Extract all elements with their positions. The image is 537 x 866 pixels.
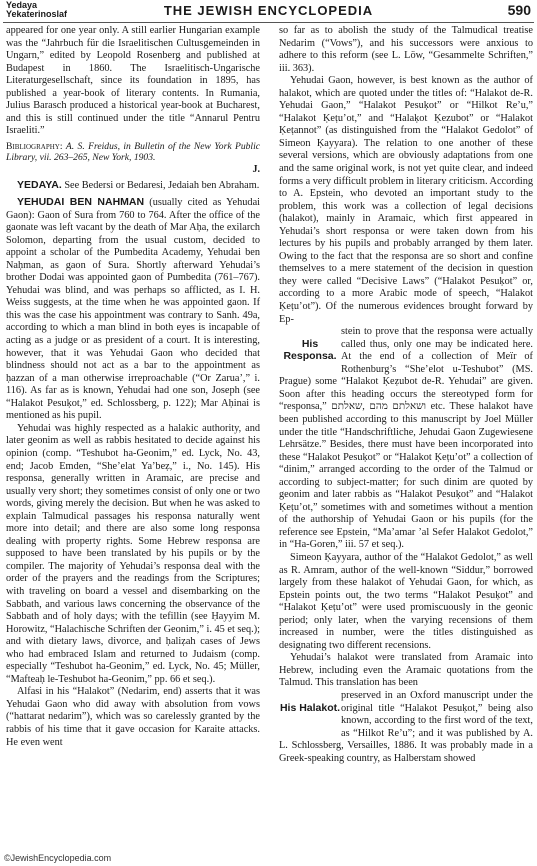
right-column — [279, 25, 533, 765]
footer-watermark: ©JewishEncyclopedia.com — [4, 853, 112, 863]
paragraph: stein to prove that the responsa were actually called thus, only one may be indicated here. At the end of a collection of Meïr of Rothenburg’s “She’elot u-Teshubot” (MS. Prague) some “Halakot Ḳeẓubot de-R. Yehudai” are given. Soon after this heading occurs the stereotyped form for “responsa,” ושאלתם מהם ,שאלתם etc. These halakot have been published according to this manuscript by Joel Müller under the title “Handschriftliche, Jehudai Gaon Zugewiesene Lehrsätze.” Besides, there must have been incorporated into these “Halakot Pesuḳot” or “Halakot Ḳeṭu’ot” a collection of “dinim,” arranged according to the order of the Talmud or according to subject-matter; for such dinim are quoted by geonim and later rabbis as “Halakot Pesuḳot” and “Halakot Ḳeṭu’ot,” sometimes with and sometimes without a mention of the authorship of Yehudai Gaon or his pupils (for the reference see Epstein, “Ma’amar ’al Sefer Halakot Gedolot,” in “Ha-Goren,” iii. 57 et seq.). — [279, 326, 533, 551]
entry-yehudai — [6, 196, 260, 423]
page-header — [3, 0, 534, 23]
running-title: THE JEWISH ENCYCLOPEDIA — [163, 3, 374, 18]
paragraph: Yehudai’s halakot were translated from Aramaic into Hebrew, including even the Aramaic quotations from the Talmud. This translation has been — [279, 652, 533, 689]
paragraph: so far as to abolish the study of the Talmudical treatise Nedarim (“Vows”), and his successors were anxious to adhere to this reform (see L. Löw, “Gesammelte Schriften,” iii. 363). — [279, 25, 533, 74]
paragraph: appeared for one year only. A still earlier Hungarian example was the “Jahrbuch für die Israelitischen Cultusgemeinden in Ungarn,” edited by Leopold Rosenberg and published at Budapest in 1860. The Israelitisch-Ungarische Literaturgesellschaft, since its foundation in 1895, has published a year-book of literary contents. In Rumania, Julius Barasch produced a historical year-book at Bucharest, and this is still continued under the title “Annarul Pentru Israeliti.” — [6, 25, 260, 137]
paragraph: Alfasi in his “Halakot” (Nedarim, end) asserts that it was Yehudai Gaon who did away with absolution from vows (“hattarat nedarim”), which was so carelessly granted by the rabbis of his time that it gave occasion for Karaite attacks. He even went — [6, 686, 260, 748]
entry-headword: YEHUDAI BEN NAHMAN — [17, 196, 145, 209]
bibliography-label: Bibliography: — [6, 140, 63, 152]
side-heading-responsa: His Responsa. — [283, 338, 337, 363]
bibliography — [6, 141, 260, 164]
author-signature: J. — [252, 163, 260, 175]
guide-word-top: Yedaya — [6, 0, 38, 10]
paragraph: Yehudai Gaon, however, is best known as the author of halakot, which are quoted under the titles of: “Halakot de-R. Yehudai Gaon,” “Halakot Pesuḳot” or “Hilkot Re’u,” “Halakot Ḳeṭu’ot,” and “Halaḳot Ḳezubot” or “Halakot Ḳeṭannot” (as distinguished from the “Halakot Gedolot” of Simeon Ḳayyara). The relation to one another of these several versions, which are obviously adaptations from one and the same original work, is not yet quite clear, and indeed forms a very difficult problem in literary criticism. According to A. Epstein, who devoted an important study to the problem, this work was a collection of legal decisions (halakot), mainly in Aramaic, which first appeared in Yehudai’s short responsa or were taken down from his lectures by his pupils and probably arranged by them later. Owing to the fact that the responsa are so short and confine themselves to a mere statement of the decision in question they were called “Decisive Laws” (“Halakot Pesuḳot” or, according to a more Arabic mode of speech, “Halakot Ḳeṭu’ot”). Of the numerous evidences brought forward by Ep- — [279, 75, 534, 325]
paragraph: Yehudai was highly respected as a halakic authority, and later geonim as well as rabbis hesitated to decide against his opinion (comp. “Teshubot ha-Geonim,” ed. Lyck, No. 43, end; Jacob Emden, “She’elat Ya’beẓ,” i., No. 145). His responsa, generally written in Aramaic, are precise and usually very short; they sometimes consist of only one or two words, giving merely the decision. But when he was asked to explain Talmudical passages his responsa naturally went more into detail; and there are also some long responsa dealing with property rights. Some Hebrew responsa are supposed to have been translated by his pupils or by the compiler. The majority of Yehudai’s responsa deal with the order of the prayers and the readings from the Scriptures; with traveling on board a vessel and disembarking on the Sabbath, and various laws concerning the observance of the Sabbath and of holy days; with the tefillin (see Ḥayyim M. Horowitz, “Halachische Schriften der Geonim,” i. 45 et seq.); and with dietary laws, divorce, and ḥaliẓah cases of Jews who had embraced Islam and returned to Judaism (comp. especially “Teshubot ha-Geonim,” ed. Lyck, No. 45; Müller, “Mafteaḥ le-Teshubot ha-Geonim,” pp. 66 et seq.). — [6, 422, 260, 685]
cross-reference: See Bedersi or Bedaresi, Jedaiah ben Abraham. — [64, 180, 260, 192]
entry-text: (usually cited as Yehudai Gaon): Gaon of Sura from 760 to 764. After the office of the gaonate was left vacant by the death of Mar Aḥa, the exilarch Solomon, departing from the usual custom, decided to appoint a scholar of the Pumbedita Academy, Yehudai ben Naḥman, as gaon of Sura. Shortly afterward Yehudai’s brother Dodai was appointed gaon of Pumbedita (761–767). Yehudai was blind, and was perhaps so afflicted, as I. H. Weiss suggests, at the time when he was appointed gaon. If this was the case his appointment was contrary to Sanh. 49a, according to which a man blind in both eyes is incapable of acting as a judge or as president of a court. It is interesting, however, that it was Yehudai Gaon who decided that blindness should not act as a bar to the appointment as ḥazzan of a man otherwise irreproachable (“Or Zarua’,” i. 116). As far as is known, Yehudai had one son, Joseph (see “Halakot Pesuḳot,” ed. Schlossberg, p. 122); Mar Aḥinai is mentioned as his pupil. — [6, 197, 261, 422]
bibliography-text: A. S. Freidus, in Bulletin of the New York Public Library, vii. 263–265, New York, 1903. — [6, 140, 260, 164]
entry-yedaya — [6, 179, 260, 193]
paragraph: preserved in an Oxford manuscript under the original title “Halakot Pesuḳot,” being also known, according to the first word of the text, as “Hilkot Re’u”; and it was published by A. L. Schlossberg, Versailles, 1886. It was probably made in a Greek-speaking country, as Halberstam showed — [279, 689, 533, 764]
guide-word-bottom: Yekaterinoslaf — [6, 9, 68, 19]
left-column — [6, 25, 260, 749]
entry-headword: YEDAYA. — [17, 179, 62, 192]
side-heading-halakot: His Halakot. — [279, 701, 341, 714]
page-number: 590 — [507, 2, 531, 18]
paragraph: Simeon Ḳayyara, author of the “Halakot Gedolot,” as well as R. Amram, author of the well-known “Siddur,” borrowed largely from these halakot of Yehudai Gaon, for which, as Epstein points out, the two terms “Halakot Pesuḳot” and “Halakot Ḳeṭu’ot” were used promiscuously in the geonic period; only later, when the varying recensions of them increased in number, were the titles distinguished as designating two different recensions. — [279, 551, 533, 651]
